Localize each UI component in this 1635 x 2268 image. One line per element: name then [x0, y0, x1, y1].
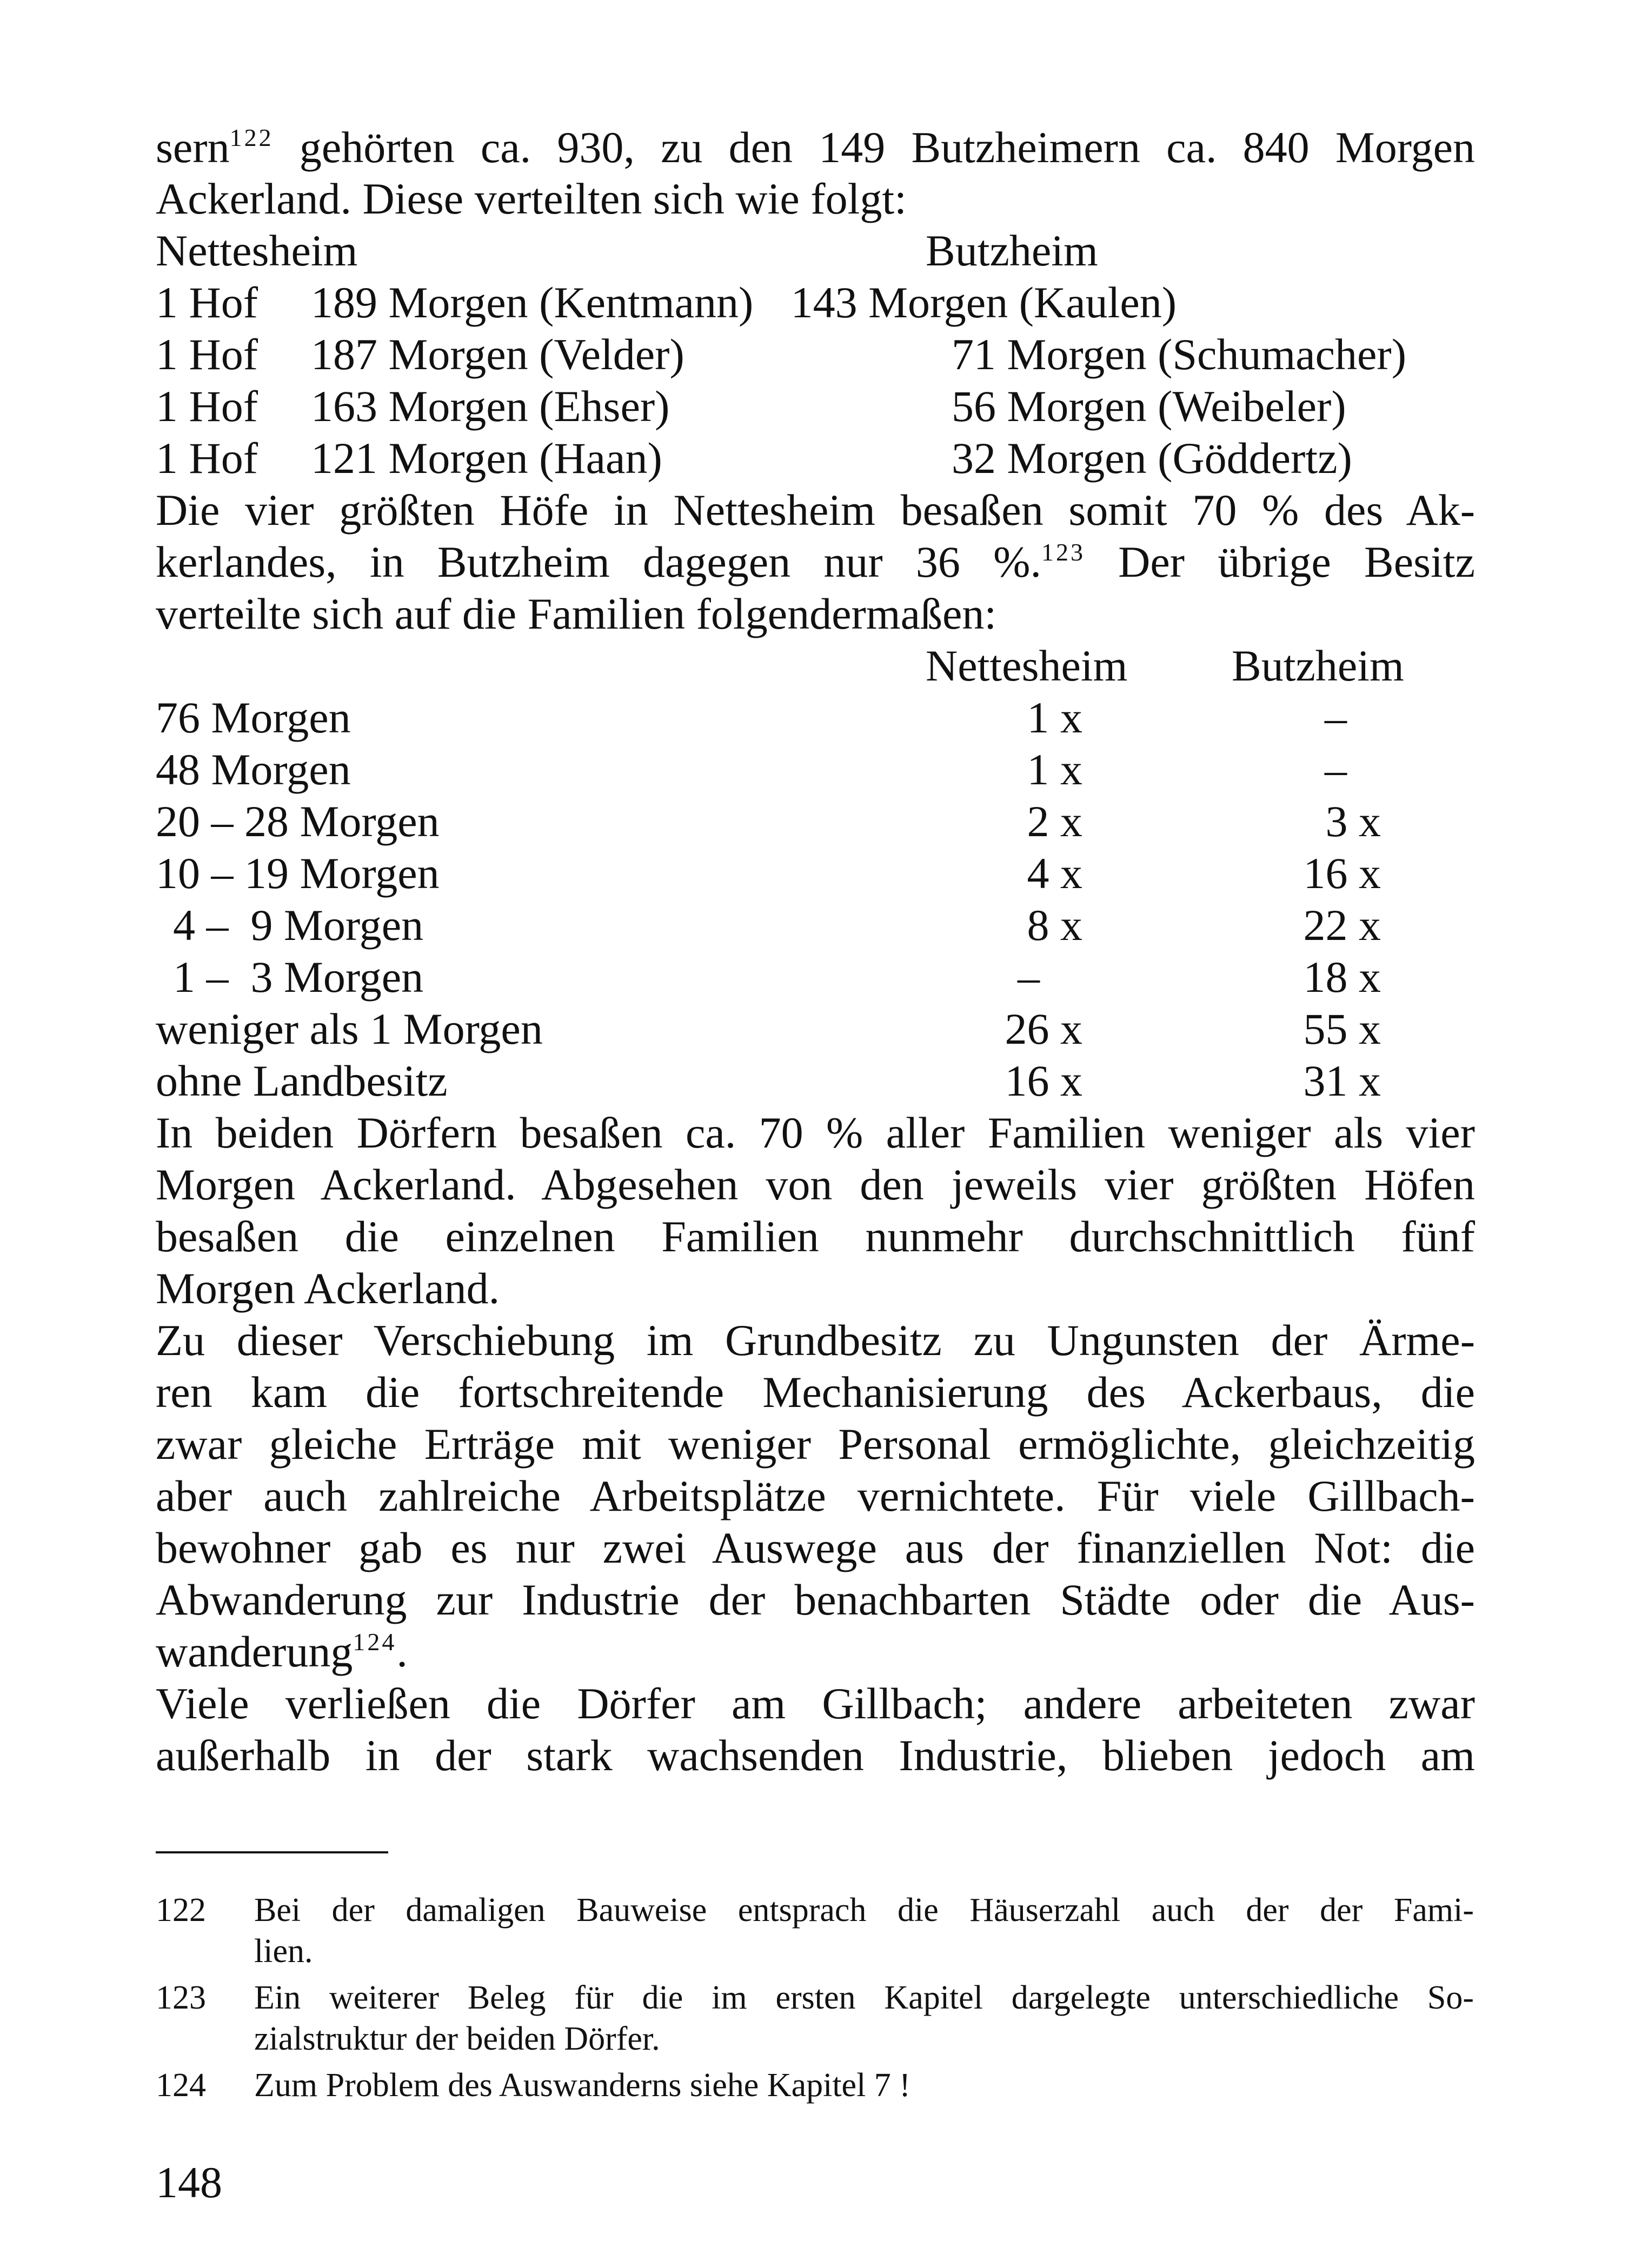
footnote-text: Bei der damaligen Bauweise entsprach die Häuserzahl auch der der Fami- [254, 1892, 1474, 1929]
table2-row-label: ohne Landbesitz [156, 1056, 448, 1105]
footnote-text: Zum Problem des Auswanderns siehe Kapitel 7 ! [254, 2067, 910, 2104]
text-line: bewohner gab es nur zwei Auswege aus der finanziellen Not: die [156, 1523, 1475, 1572]
text-line: In beiden Dörfern besaßen ca. 70 % aller Familien weniger als vier [156, 1108, 1475, 1157]
table2-butzheim: 3 x [1325, 797, 1381, 846]
table2-nettesheim: 16 x [1005, 1056, 1082, 1105]
table1-hof: 1 Hof [156, 330, 258, 379]
table1-butzheim: 143 Morgen (Kaulen) [790, 278, 1177, 327]
footnote-ref: 123 [1041, 538, 1085, 566]
table1-nettesheim: 187 Morgen (Velder) [311, 330, 684, 379]
table2-butzheim: 31 x [1303, 1056, 1381, 1105]
footnote-number: 123 [156, 1979, 206, 2016]
text-line: Morgen Ackerland. Abgesehen von den jeweils vier größten Höfen [156, 1160, 1475, 1209]
table2-row-label: 76 Morgen [156, 693, 351, 742]
footnote-separator [156, 1851, 388, 1853]
table2-nettesheim: 1 x [1027, 745, 1082, 794]
text-line: Morgen Ackerland. [156, 1264, 500, 1313]
table2-nettesheim: 26 x [1005, 1004, 1082, 1053]
page-number: 148 [156, 2158, 222, 2207]
table1-hof: 1 Hof [156, 278, 258, 327]
table2-butzheim: – [1325, 693, 1347, 742]
table2-header-nettesheim: Nettesheim [926, 641, 1128, 690]
table1-hof: 1 Hof [156, 433, 258, 483]
text-line: außerhalb in der stark wachsenden Industrie, blieben jedoch am [156, 1731, 1475, 1780]
table1-nettesheim: 121 Morgen (Haan) [311, 433, 662, 483]
table2-row-label: 4 – 9 Morgen [173, 900, 424, 950]
text-line: aber auch zahlreiche Arbeitsplätze vernichtete. Für viele Gillbach- [156, 1471, 1475, 1520]
text-line: zwar gleiche Erträge mit weniger Personal ermöglichte, gleichzeitig [156, 1419, 1475, 1469]
footnote-text: Ein weiterer Beleg für die im ersten Kapitel dargelegte unterschiedliche So- [254, 1979, 1474, 2016]
table2-butzheim: – [1325, 745, 1347, 794]
text-line: Abwanderung zur Industrie der benachbarten Städte oder die Aus- [156, 1575, 1475, 1624]
table1-hof: 1 Hof [156, 382, 258, 431]
table1-butzheim: 32 Morgen (Göddertz) [952, 433, 1352, 483]
table1-butzheim: 71 Morgen (Schumacher) [952, 330, 1407, 379]
footnote-number: 122 [156, 1892, 206, 1929]
table2-row-label: 48 Morgen [156, 745, 351, 794]
text-line: ren kam die fortschreitende Mechanisierung des Ackerbaus, die [156, 1368, 1475, 1417]
table2-row-label: 1 – 3 Morgen [173, 952, 424, 1002]
table2-header-butzheim: Butzheim [1232, 641, 1404, 690]
table1-nettesheim: 189 Morgen (Kentmann) [311, 278, 754, 327]
table1-header-nettesheim: Nettesheim [156, 226, 358, 275]
text-line: Ackerland. Diese verteilten sich wie folgt: [156, 174, 907, 223]
table2-nettesheim: 4 x [1027, 849, 1082, 898]
text-line: besaßen die einzelnen Familien nunmehr durchschnittlich fünf [156, 1212, 1475, 1261]
table2-row-label: 20 – 28 Morgen [156, 797, 440, 846]
text-line: wanderung$^{124}$. [156, 1627, 408, 1676]
footnote-number: 124 [156, 2067, 206, 2104]
text-line: Zu dieser Verschiebung im Grundbesitz zu Ungunsten der Ärme- [156, 1316, 1475, 1365]
footnote-ref: 124 [353, 1628, 397, 1656]
text-line: sern$^{122}$ gehörten ca. 930, zu den 149 Butzheimern ca. 840 Morgen [156, 123, 1475, 172]
table2-nettesheim: – [1018, 952, 1040, 1002]
table1-butzheim: 56 Morgen (Weibeler) [952, 382, 1346, 431]
footnote-ref: 122 [229, 124, 274, 151]
text-line: Viele verließen die Dörfer am Gillbach; andere arbeiteten zwar [156, 1679, 1475, 1728]
table2-nettesheim: 2 x [1027, 797, 1082, 846]
text-line: Die vier größten Höfe in Nettesheim besaßen somit 70 % des Ak- [156, 485, 1475, 535]
table1-header-butzheim: Butzheim [926, 226, 1098, 275]
footnote-text: zialstruktur der beiden Dörfer. [254, 2020, 660, 2057]
text-line: verteilte sich auf die Familien folgendermaßen: [156, 589, 997, 638]
table2-butzheim: 55 x [1303, 1004, 1381, 1053]
footnote-text: lien. [254, 1933, 313, 1970]
table2-nettesheim: 1 x [1027, 693, 1082, 742]
table2-nettesheim: 8 x [1027, 900, 1082, 950]
table2-butzheim: 22 x [1303, 900, 1381, 950]
table2-butzheim: 18 x [1303, 952, 1381, 1002]
table2-butzheim: 16 x [1303, 849, 1381, 898]
table1-nettesheim: 163 Morgen (Ehser) [311, 382, 670, 431]
table2-row-label: 10 – 19 Morgen [156, 849, 440, 898]
text-line: kerlandes, in Butzheim dagegen nur 36 %.$^{123}$ Der übrige Besitz [156, 537, 1475, 586]
table2-row-label: weniger als 1 Morgen [156, 1004, 543, 1053]
